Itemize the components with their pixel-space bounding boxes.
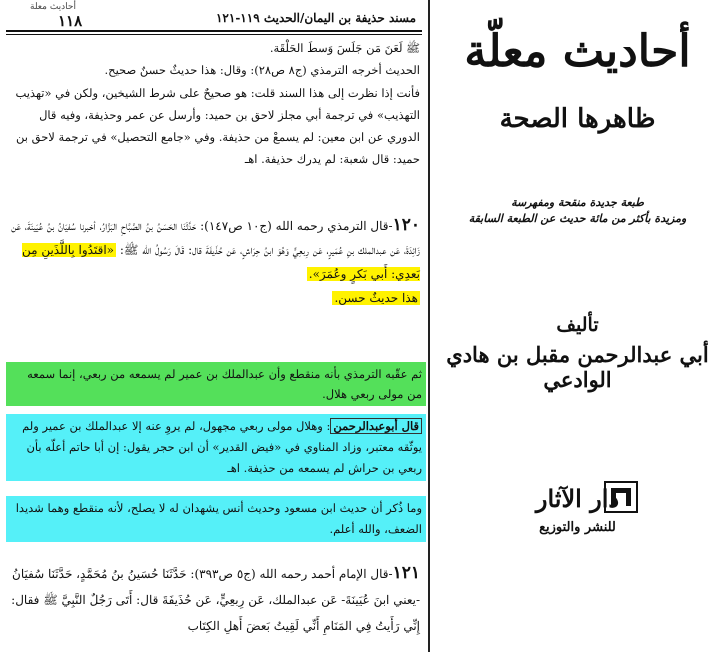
hadith-120-grade: هذا حديثٌ حسن. — [334, 291, 418, 305]
green-note: ثم عقّبه الترمذي بأنه منقطع وأن عبدالملك بن عمير لم يسمعه من ربعي، إنما سمعه من مولى ربعي هلال. — [6, 362, 426, 406]
author-label: تأليف — [556, 314, 599, 336]
hadith-120-isnad: -قال الترمذي رحمه الله (ج١٠ ص١٤٧): حَدَّثَنَا الحَسَنُ بنُ الصَّبَّاحِ البَزَّارُ، أخبرنا سُفيَانُ بنُ عُيَينَةَ، عَن زَائِدَةَ، عَن عبدالملك بنِ عُمَيرٍ، عَن رِبعِيٍّ وَهُوَ ابنُ حِرَاشٍ، عَن حُذَيفَةَ قال: قَالَ رَسُولُ الله ﷺ: — [11, 219, 420, 257]
header-rule — [6, 30, 422, 32]
publisher-subtitle: للنشر والتوزيع — [539, 520, 616, 535]
paragraph-2: الحديث أخرجه الترمذي (ج٨ ص٢٨): وقال: هذا حديثٌ حسنٌ صحيح. — [104, 63, 420, 77]
edition-line-1: طبعة جديدة منقحة ومفهرسة — [511, 196, 644, 209]
header-tag: أحاديث معلة — [30, 2, 76, 12]
cyan-note-2: وما ذُكر أن حديث ابن مسعود وحديث أنس يشهدان له لا يصلح، لأنه منقطع وهما شديدا الضعف، والله أعلم. — [6, 496, 426, 542]
hadith-121-number: ١٢١ — [392, 563, 420, 583]
hadith-121-text: -قال الإمام أحمد رحمه الله (ج٥ ص٣٩٣): حَدَّثَنَا حُسَينُ بنُ مُحَمَّدٍ، حَدَّثَنَا سُفيَانُ -يعني ابنَ عُيَينَةَ- عَن عبدالملك، عَن رِبعِيٍّ، عَن حُذَيفَةَ قال: أَتَى رَجُلٌ النَّبِيَّ ﷺ فقال: إِنِّي رَأَيتُ فِي المَنَامِ أَنِّي لَقِيتُ بَعضَ أَهلِ الكِتَاب — [11, 567, 420, 633]
paragraph-3: فأنت إذا نظرت إلى هذا السند قلت: هو صحيحٌ على شرط الشيخين، ولكن في «تهذيب التهذيب» في ترجمة أبي مجلز لاحق بن حميد: وأرسل عن عمر وحذيفة، وفيه قال الدوري عن ابن معين: لم يسمعْ من حذيفة. وفي «جامع التحصيل» في ترجمة لاحق بن حميد: قال شعبة: لم يدرك حذيفة. اهـ — [15, 86, 420, 166]
running-header — [4, 2, 422, 28]
hadith-121 — [10, 560, 420, 639]
hadith-120-number: ١٢٠ — [392, 215, 420, 235]
author-label-box: قال أبوعبدالرحمن — [330, 418, 422, 434]
page-divider — [428, 0, 430, 652]
cyan-note-1 — [6, 414, 426, 481]
paragraph-1: ﷺ لَعَنَ مَن جَلَسَ وَسطَ الحَلْقَة. — [269, 41, 420, 55]
header-title: مسند حذيفة بن اليمان/الحديث ١١٩-١٢١ — [215, 11, 416, 25]
hadith-120-matn: «اقتَدُوا بِاللَّذَينِ مِن بَعدِي: أَبي بَكرٍ وعُمَرَ». — [21, 243, 420, 281]
page-number: ١١٨ — [58, 12, 83, 30]
author-name: أبي عبدالرحمن مقبل بن هادي الوادعي — [446, 342, 709, 392]
cover-title-sub: ظاهرها الصحة — [499, 104, 656, 134]
cover-title-main: أحاديث معلّة — [464, 26, 691, 77]
hadith-120 — [10, 213, 420, 310]
edition-line-2: ومزيدة بأكثر من مائة حديث عن الطبعة السابقة — [468, 212, 687, 225]
cover-page — [432, 0, 723, 652]
header-rule-thin — [6, 34, 422, 35]
cyan-note-1-text: : وهلال مولى ربعي مجهول، لم يروِ عنه إلا عبدالملك بن عمير ولم يوثّقه معتبر، وزاد المناوي في «فيض القدير» أن ابن حجر يقول: إن أبا حاتم أعلّه بأن ربعي بن حراش لم يسمعه من حذيفة. اهـ — [22, 419, 422, 475]
publisher-name: دار الآثار — [535, 484, 620, 513]
